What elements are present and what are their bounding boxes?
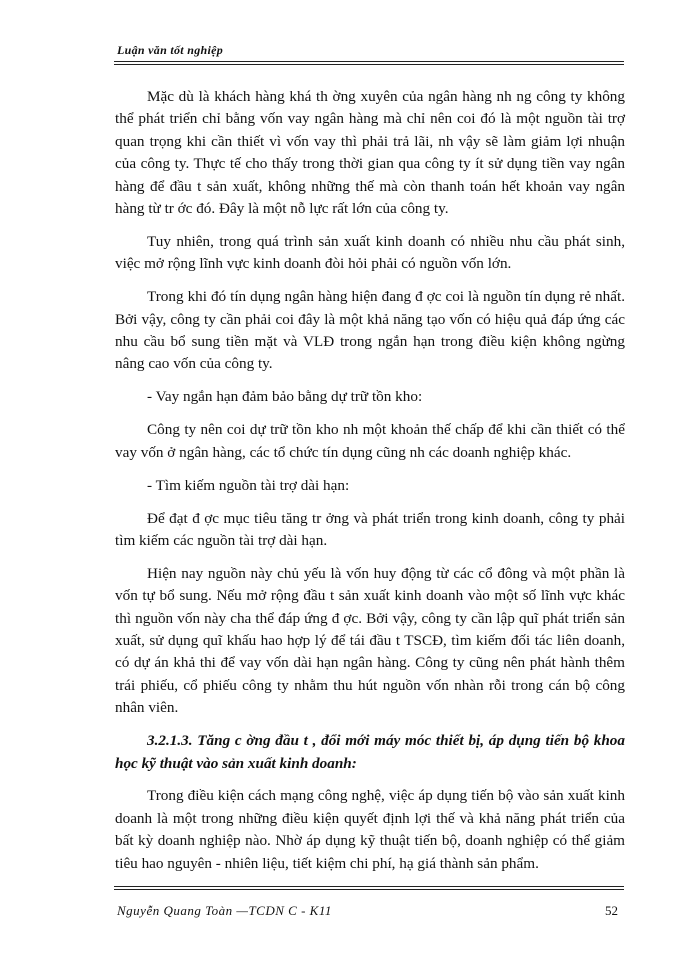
paragraph-8: Hiện nay nguồn này chủ yếu là vốn huy động từ các cổ đông và một phần là vốn tự bổ sung. Nếu mở rộng đầu t sản xuất kinh doanh vào một số lĩnh vực khác thì nguồn vốn này cha thể đáp ứng đ ợc. Bởi vậy, công ty cần lập quĩ phát triển sản xuất, sử dụng quĩ khấu hao hợp lý để tái đầu t TSCĐ, tìm kiếm đối tác liên doanh, có dự án khả thi để vay vốn dài hạn ngân hàng. Công ty cũng nên phát hành thêm trái phiếu, cổ phiếu công ty nhằm thu hút nguồn vốn nhàn rỗi trong cán bộ công nhân viên.: [115, 564, 625, 717]
paragraph-1: Mặc dù là khách hàng khá th ờng xuyên của ngân hàng nh ng công ty không thể phát triển chỉ bằng vốn vay ngân hàng mà chỉ nên coi đó là một nguồn tài trợ quan trọng khi cần thiết vì vốn vay thì phải trả lãi, nh vậy sẽ làm giảm lợi nhuận của công ty. Thực tế cho thấy trong thời gian qua công ty ít sử dụng tiền vay ngân hàng để đầu t sản xuất, không những thế mà còn thanh toán hết khoản vay ngân hàng từ tr ớc đó. Đây là một nỗ lực rất lớn của công ty.: [115, 88, 625, 218]
paragraph-7: Để đạt đ ợc mục tiêu tăng tr ởng và phát triển trong kinh doanh, công ty phải tìm kiếm các nguồn tài trợ dài hạn.: [115, 509, 625, 549]
footer-author: Nguyễn Quang Toàn —TCDN C - K11: [117, 903, 332, 918]
paragraph-5: Công ty nên coi dự trữ tồn kho nh một khoản thế chấp để khi cần thiết có thể vay vốn ở ngân hàng, các tổ chức tín dụng cũng nh các doanh nghiệp khác.: [115, 421, 625, 461]
header-rule-top: [114, 61, 624, 62]
footer-rule-bottom: [114, 889, 624, 890]
paragraph-4: - Vay ngắn hạn đảm bảo bằng dự trữ tồn kho:: [147, 388, 423, 406]
footer-rule-top: [114, 886, 624, 887]
header-rule-bottom: [114, 64, 624, 65]
page-number: 52: [605, 903, 618, 918]
header-title: Luận văn tốt nghiệp: [117, 43, 224, 57]
paragraph-2: Tuy nhiên, trong quá trình sản xuất kinh doanh có nhiều nhu cầu phát sinh, việc mở rộng lĩnh vực kinh doanh đòi hỏi phải có nguồn vốn lớn.: [115, 232, 625, 273]
paragraph-6: - Tìm kiếm nguồn tài trợ dài hạn:: [147, 476, 350, 494]
paragraph-3: Trong khi đó tín dụng ngân hàng hiện đang đ ợc coi là nguồn tín dụng rẻ nhất. Bởi vậy, công ty cần phải coi đây là một khả năng tạo vốn có hiệu quả đáp ứng các nhu cầu bổ sung tiền mặt và VLĐ trong ngắn hạn trong điều kiện không ngừng nâng cao vốn của công ty.: [115, 288, 625, 373]
section-heading: 3.2.1.3. Tăng c ờng đầu t , đổi mới máy móc thiết bị, áp dụng tiến bộ khoa học kỹ thuật vào sản xuất kinh doanh:: [115, 732, 625, 772]
body-text: [115, 86, 625, 886]
paragraph-9: Trong điều kiện cách mạng công nghệ, việc áp dụng tiến bộ vào sản xuất kinh doanh là một trong những điều kiện quyết định lợi thế và khả năng phát triển của bất kỳ doanh nghiệp nào. Nhờ áp dụng kỹ thuật tiến bộ, doanh nghiệp có thể giảm tiêu hao nguyên - nhiên liệu, tiết kiệm chi phí, hạ giá thành sản phẩm.: [115, 787, 625, 872]
